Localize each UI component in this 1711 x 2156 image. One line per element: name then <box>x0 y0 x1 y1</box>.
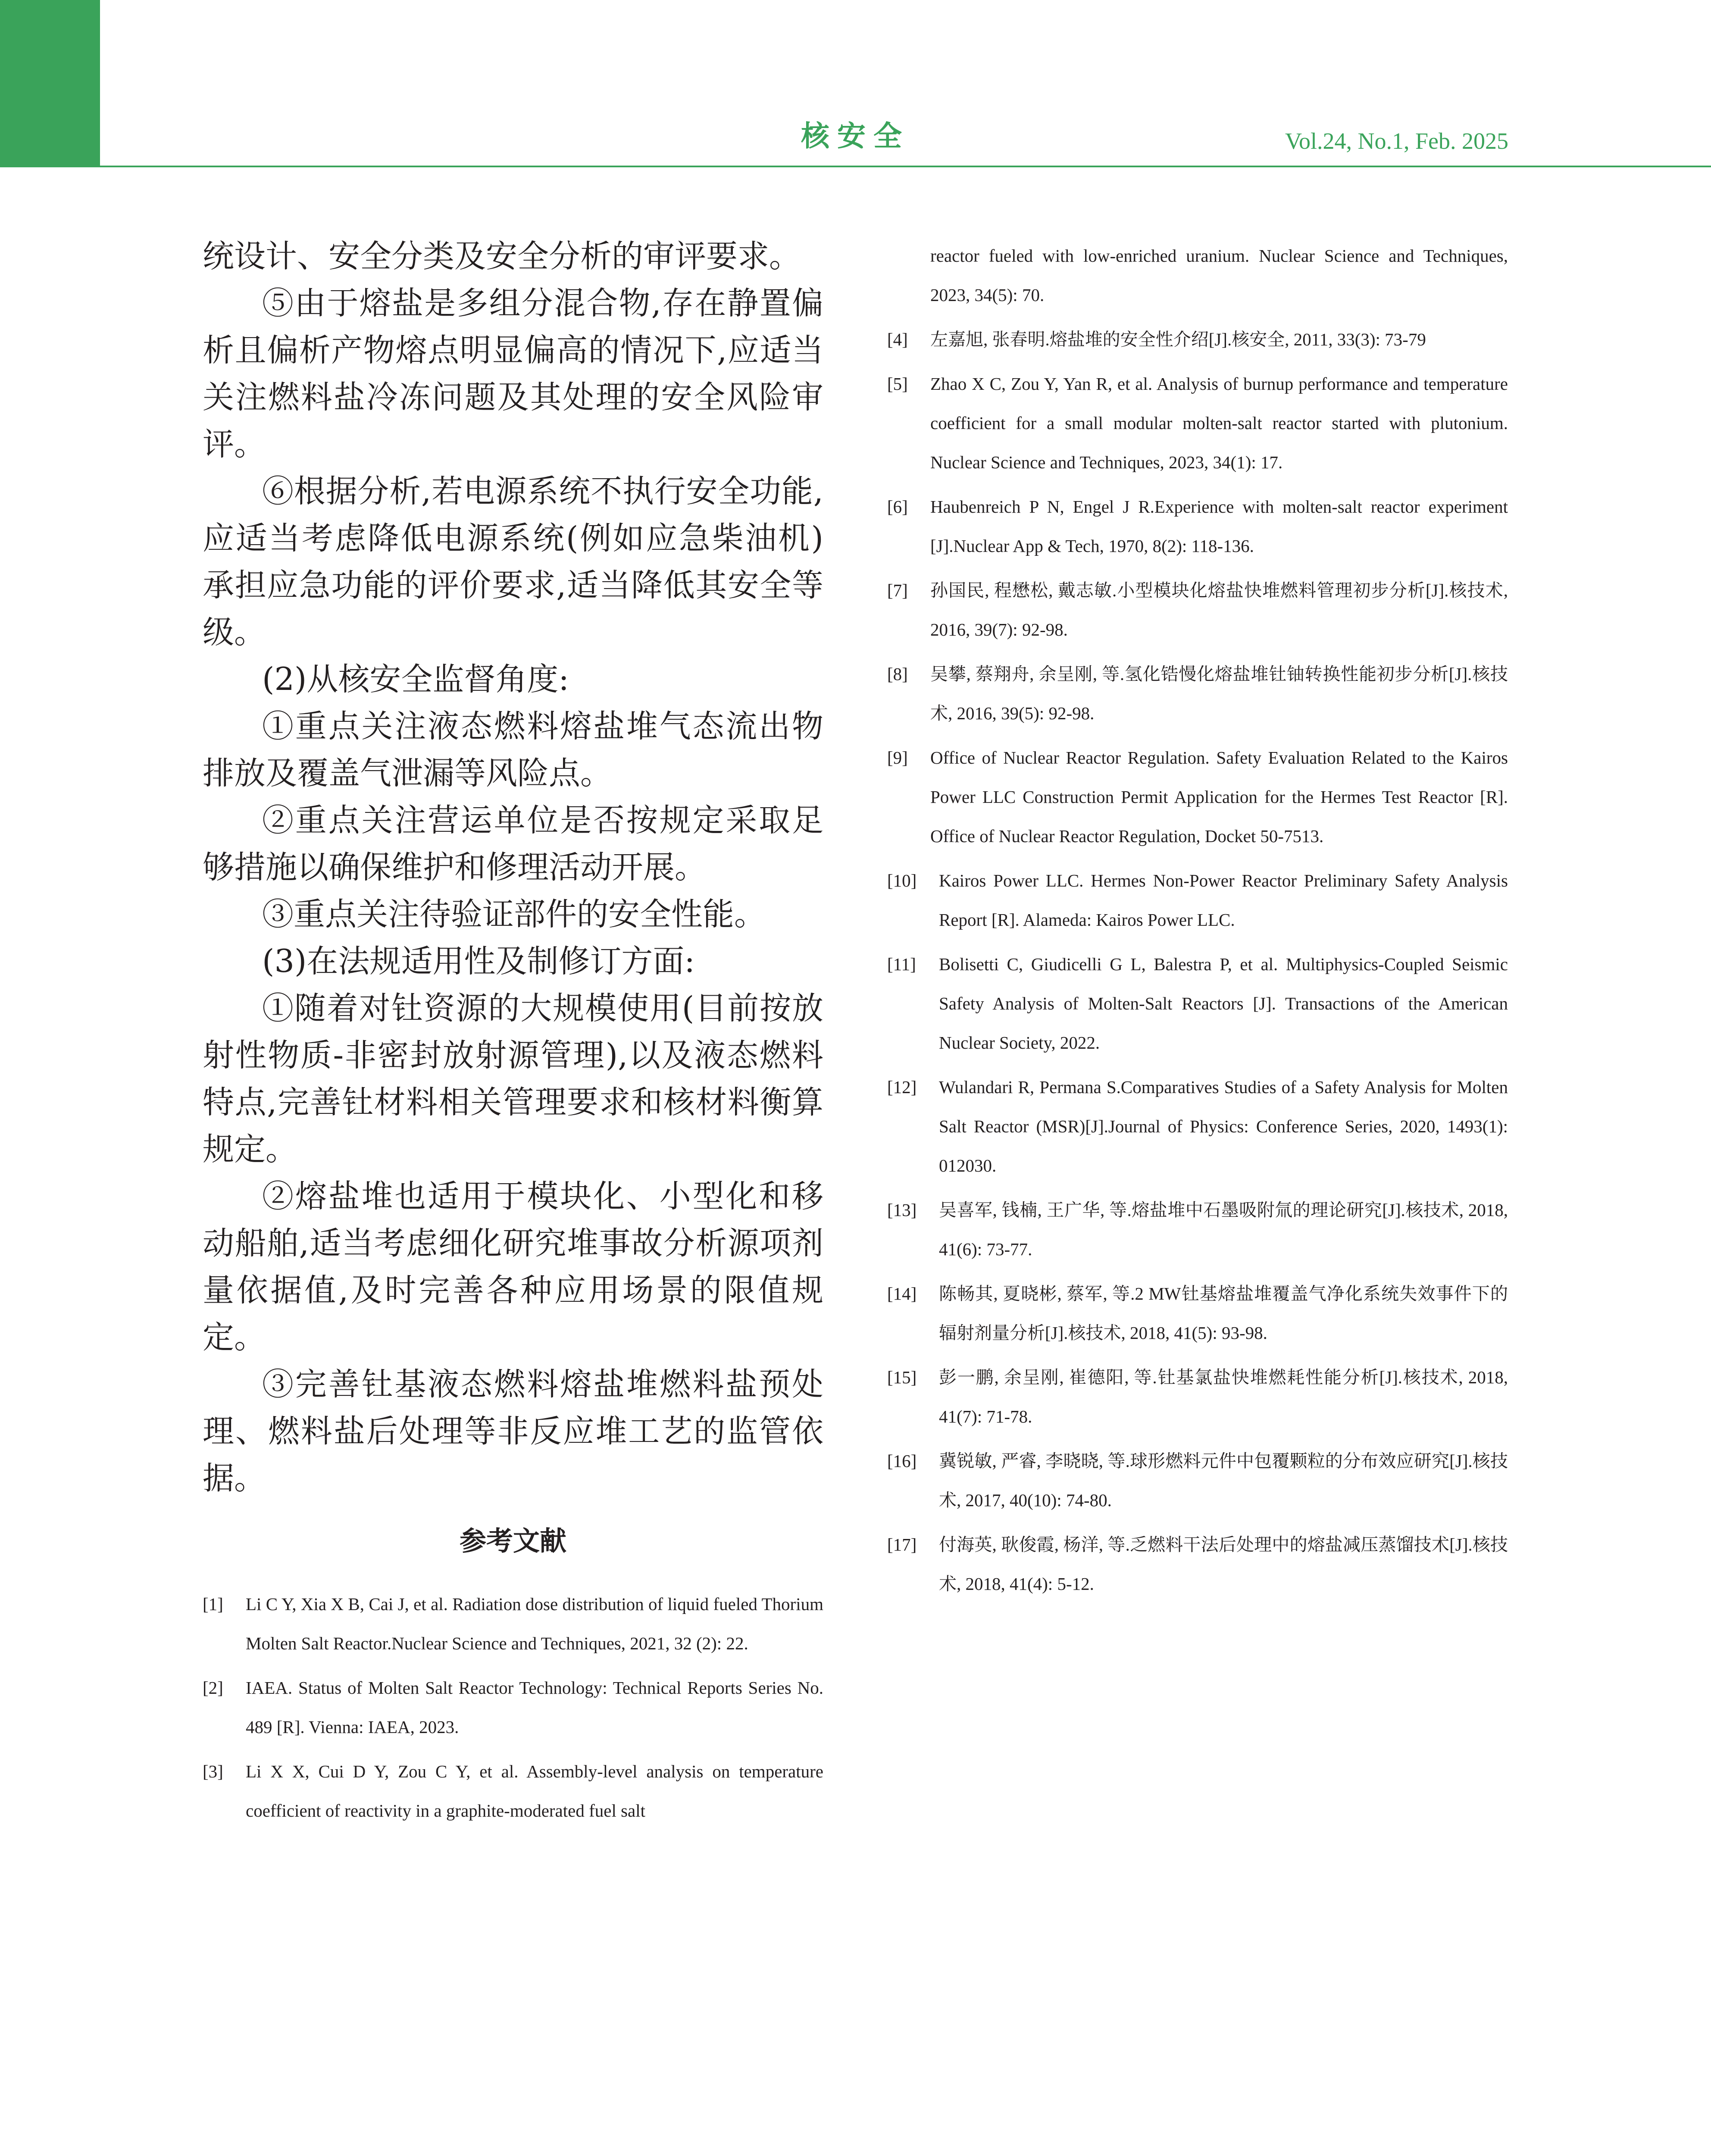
body-paragraph: (3)在法规适用性及制修订方面: <box>262 943 695 980</box>
reference-item <box>887 738 1508 856</box>
body-paragraph: ①重点关注液态燃料熔盐堆气态流出物排放及覆盖气泄漏等风险点。 <box>203 708 823 792</box>
reference-item <box>887 861 1508 940</box>
reference-text: Kairos Power LLC. Hermes Non-Power Reactor Preliminary Safety Analysis Report [R]. Alameda: Kairos Power LLC. <box>939 871 1508 930</box>
reference-item <box>887 1442 1508 1520</box>
reference-text: Bolisetti C, Giudicelli G L, Balestra P, et al. Multiphysics-Coupled Seismic Safety Analysis of Molten-Salt Reactors [J]. Transactions of the American Nuclear Society, 2022. <box>939 954 1508 1053</box>
body-paragraph: ①随着对钍资源的大规模使用(目前按放射性物质-非密封放射源管理),以及液态燃料特点,完善钍材料相关管理要求和核材料衡算规定。 <box>203 990 823 1168</box>
body-paragraph: (2)从核安全监督角度: <box>262 661 569 698</box>
reference-number: [8] <box>887 664 908 684</box>
body-paragraph: ⑤由于熔盐是多组分混合物,存在静置偏析且偏析产物熔点明显偏高的情况下,应适当关注燃料盐冷冻问题及其处理的安全风险审评。 <box>203 285 823 463</box>
left-column <box>203 233 823 1836</box>
references-heading: 参考文献 <box>459 1525 566 1557</box>
reference-text: Li C Y, Xia X B, Cai J, et al. Radiation dose distribution of liquid fueled Thorium Molten Salt Reactor.Nuclear Science and Techniques, 2021, 32 (2): 22. <box>246 1594 823 1653</box>
reference-continuation: reactor fueled with low-enriched uranium. Nuclear Science and Techniques, 2023, 34(5): 70. <box>930 246 1508 305</box>
reference-number: [15] <box>887 1367 917 1387</box>
reference-item <box>887 945 1508 1062</box>
reference-text: 孙国民, 程懋松, 戴志敏.小型模块化熔盐快堆燃料管理初步分析[J].核技术, 2016, 39(7): 92-98. <box>930 580 1508 639</box>
reference-item <box>203 1585 823 1663</box>
reference-text: Office of Nuclear Reactor Regulation. Safety Evaluation Related to the Kairos Power LLC Construction Permit Application for the Hermes Test Reactor [R]. Office of Nuclear Reactor Regulation, Docket 50-7513. <box>930 748 1508 846</box>
reference-item <box>887 320 1508 359</box>
journal-volume-issue: Vol.24, No.1, Feb. 2025 <box>1285 128 1508 154</box>
reference-item <box>887 1068 1508 1185</box>
reference-item <box>887 364 1508 482</box>
reference-number: [5] <box>887 374 908 394</box>
reference-list-right-2digit <box>887 861 1508 1604</box>
reference-number: [4] <box>887 329 908 349</box>
reference-number: [6] <box>887 497 908 517</box>
reference-number: [12] <box>887 1077 917 1097</box>
reference-number: [2] <box>203 1678 223 1698</box>
reference-text: Li X X, Cui D Y, Zou C Y, et al. Assembly-level analysis on temperature coefficient of reactivity in a graphite-moderated fuel salt <box>246 1761 823 1821</box>
reference-text: IAEA. Status of Molten Salt Reactor Technology: Technical Reports Series No. 489 [R]. Vienna: IAEA, 2023. <box>246 1678 823 1737</box>
journal-color-tab <box>0 0 100 167</box>
reference-item <box>887 1525 1508 1604</box>
header-divider <box>100 166 1711 167</box>
right-column <box>887 236 1508 1609</box>
reference-text: 陈畅其, 夏晓彬, 蔡军, 等.2 MW钍基熔盐堆覆盖气净化系统失效事件下的辐射剂量分析[J].核技术, 2018, 41(5): 93-98. <box>939 1284 1508 1343</box>
reference-number: [11] <box>887 954 916 974</box>
reference-item <box>203 1752 823 1830</box>
body-paragraph: ②重点关注营运单位是否按规定采取足够措施以确保维护和修理活动开展。 <box>203 802 823 886</box>
body-paragraph: ③重点关注待验证部件的安全性能。 <box>262 896 766 933</box>
reference-item <box>203 1668 823 1747</box>
body-paragraph: ③完善钍基液态燃料熔盐堆燃料盐预处理、燃料盐后处理等非反应堆工艺的监管依据。 <box>203 1366 823 1497</box>
reference-number: [7] <box>887 580 908 600</box>
reference-item <box>887 487 1508 566</box>
reference-item <box>887 1274 1508 1353</box>
reference-number: [3] <box>203 1761 223 1781</box>
reference-text: 吴攀, 蔡翔舟, 余呈刚, 等.氢化锆慢化熔盐堆钍铀转换性能初步分析[J].核技术, 2016, 39(5): 92-98. <box>930 664 1508 723</box>
reference-text: 左嘉旭, 张春明.熔盐堆的安全性介绍[J].核安全, 2011, 33(3): 73-79 <box>930 329 1426 349</box>
reference-number: [10] <box>887 871 917 890</box>
reference-text: 彭一鹏, 余呈刚, 崔德阳, 等.钍基氯盐快堆燃耗性能分析[J].核技术, 2018, 41(7): 71-78. <box>939 1367 1508 1426</box>
reference-text: Zhao X C, Zou Y, Yan R, et al. Analysis of burnup performance and temperature coefficient for a small modular molten-salt reactor started with plutonium. Nuclear Science and Techniques, 2023, 34(1): 17. <box>930 374 1508 472</box>
reference-item <box>887 655 1508 733</box>
reference-number: [17] <box>887 1535 917 1554</box>
reference-number: [16] <box>887 1451 917 1471</box>
body-paragraph: 统设计、安全分类及安全分析的审评要求。 <box>203 238 801 275</box>
reference-item <box>887 1191 1508 1269</box>
journal-name: 核安全 <box>801 119 910 153</box>
reference-item <box>887 571 1508 649</box>
body-paragraph: ②熔盐堆也适用于模块化、小型化和移动船舶,适当考虑细化研究堆事故分析源项剂量依据值,及时完善各种应用场景的限值规定。 <box>203 1178 823 1356</box>
reference-number: [9] <box>887 748 908 768</box>
reference-list-left <box>203 1585 823 1830</box>
reference-number: [14] <box>887 1284 917 1304</box>
reference-number: [1] <box>203 1594 223 1614</box>
body-paragraph: ⑥根据分析,若电源系统不执行安全功能,应适当考虑降低电源系统(例如应急柴油机)承担应急功能的评价要求,适当降低其安全等级。 <box>203 473 823 651</box>
reference-text: 冀锐敏, 严睿, 李晓晓, 等.球形燃料元件中包覆颗粒的分布效应研究[J].核技术, 2017, 40(10): 74-80. <box>939 1451 1508 1510</box>
reference-item <box>887 1358 1508 1436</box>
reference-text: 吴喜军, 钱楠, 王广华, 等.熔盐堆中石墨吸附氚的理论研究[J].核技术, 2018, 41(6): 73-77. <box>939 1200 1508 1259</box>
reference-list-right <box>887 320 1508 856</box>
reference-text: Haubenreich P N, Engel J R.Experience with molten-salt reactor experiment [J].Nuclear App & Tech, 1970, 8(2): 118-136. <box>930 497 1508 556</box>
reference-text: 付海英, 耿俊霞, 杨洋, 等.乏燃料干法后处理中的熔盐减压蒸馏技术[J].核技术, 2018, 41(4): 5-12. <box>939 1535 1508 1594</box>
reference-number: [13] <box>887 1200 917 1220</box>
reference-text: Wulandari R, Permana S.Comparatives Studies of a Safety Analysis for Molten Salt Reactor (MSR)[J].Journal of Physics: Conference Series, 2020, 1493(1): 012030. <box>939 1077 1508 1175</box>
